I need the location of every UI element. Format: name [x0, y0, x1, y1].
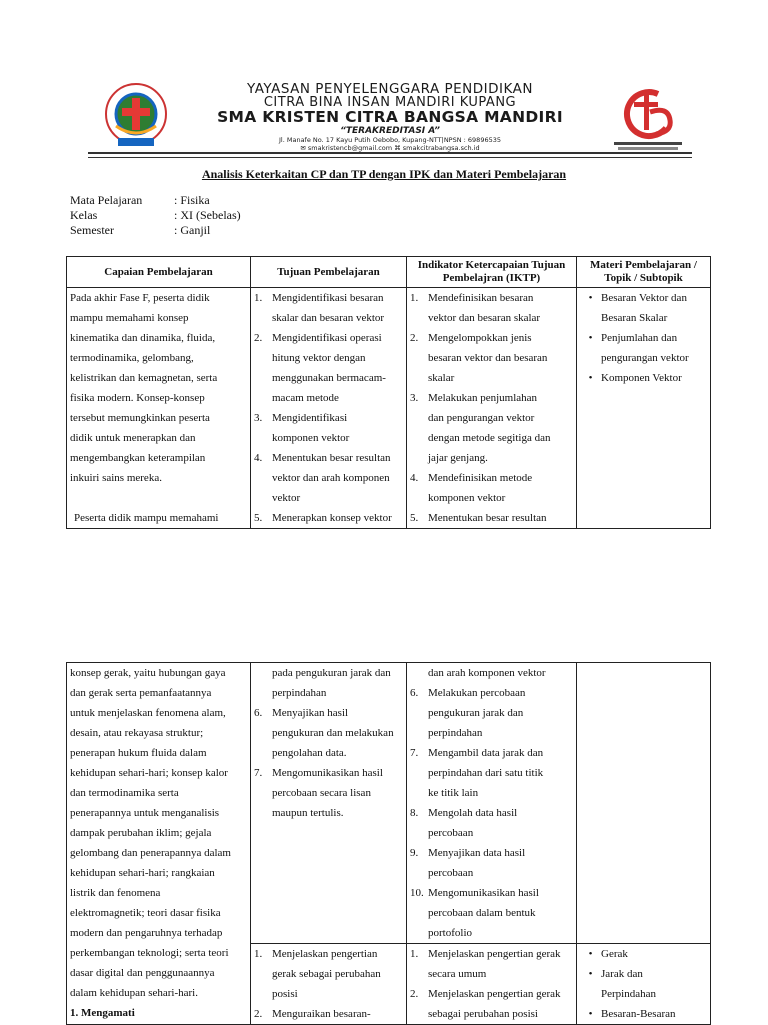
text-line: besaran vektor dan besaran — [428, 352, 548, 364]
text-line: secara umum — [428, 968, 487, 980]
item-text — [428, 883, 573, 943]
text-line: perkembangan teknologi; serta teori — [70, 947, 229, 959]
text-line: percobaan dalam bentuk — [428, 907, 536, 919]
analysis-table-page1 — [66, 256, 711, 529]
text-line: Menguraikan besaran- — [272, 1008, 371, 1020]
text-line: untuk menjelaskan fenomena alam, — [70, 707, 226, 719]
text-line: mengembangkan keterampilan — [70, 452, 206, 464]
text-line: Perpindahan — [601, 988, 656, 1000]
text-line: mampu memahami konsep — [70, 312, 189, 324]
cp-cell — [67, 663, 251, 1025]
tp-cell — [251, 944, 407, 1025]
item-number — [410, 663, 428, 683]
item-number: 3. — [254, 412, 263, 424]
email-icon: ✉ — [300, 144, 306, 152]
item-number: 6. — [254, 707, 263, 719]
item-number: 3. — [410, 392, 419, 404]
text-line: Mengomunikasikan hasil — [428, 887, 539, 899]
text-line: Besaran-Besaran — [601, 1008, 676, 1020]
item-text — [272, 944, 403, 1004]
text-line: Pada akhir Fase F, peserta didik — [70, 292, 210, 304]
item-text — [272, 288, 403, 328]
text-line: Menyajikan data hasil — [428, 847, 526, 859]
text-line: Mendefinisikan besaran — [428, 292, 534, 304]
text-line: skalar dan besaran vektor — [272, 312, 385, 324]
item-number: 6. — [410, 687, 419, 699]
item-number: 1. — [254, 948, 263, 960]
item-number: 5. — [254, 512, 263, 524]
item-number: 2. — [254, 1008, 263, 1020]
email: smakristencb@gmail.com — [307, 144, 393, 152]
item-text — [428, 944, 573, 984]
list-item — [580, 288, 707, 328]
list-item — [580, 1004, 707, 1024]
item-text — [428, 984, 573, 1024]
text-line: konsep gerak, yaitu hubungan gaya — [70, 667, 226, 679]
letterhead-text — [178, 82, 602, 152]
list-item — [254, 508, 403, 528]
text-line: dasar digital dan penggunaannya — [70, 967, 215, 979]
materi-cell — [577, 288, 711, 529]
item-text — [428, 843, 573, 883]
list-item — [410, 663, 573, 683]
text-line: dan pengurangan vektor — [428, 412, 535, 424]
text-line: percobaan — [428, 867, 474, 879]
item-text — [272, 328, 403, 408]
text-line: modern dan pengaruhnya terhadap — [70, 927, 223, 939]
text-line: Menjelaskan pengertian gerak — [428, 948, 561, 960]
list-item — [580, 328, 707, 368]
text-line: penerapan hukum fluida dalam — [70, 747, 207, 759]
list-item — [410, 508, 573, 528]
text-line: Menyajikan hasil — [272, 707, 349, 719]
list-item — [580, 944, 707, 964]
list-item — [254, 288, 403, 328]
meta-row — [70, 193, 241, 208]
header-materi: Materi Pembelajaran / Topik / Subtopik — [577, 257, 711, 288]
list-item — [410, 843, 573, 883]
bullet-icon: • — [588, 1008, 593, 1020]
text-line: dampak perubahan iklim; gejala — [70, 827, 212, 839]
item-text — [428, 683, 573, 743]
text-line: dalam kehidupan sehari-hari. — [70, 987, 198, 999]
item-text — [272, 448, 403, 508]
meta-value: : Fisika — [174, 193, 210, 207]
text-line: elektromagnetik; teori dasar fisika — [70, 907, 221, 919]
text-line: gelombang dan penerapannya dalam — [70, 847, 231, 859]
table-row — [67, 288, 711, 529]
text-line: Menjelaskan pengertian gerak — [428, 988, 561, 1000]
text-line: vektor — [272, 492, 301, 504]
text-line: perpindahan — [428, 727, 483, 739]
text-line: perpindahan — [272, 687, 327, 699]
text-line: fisika modern. Konsep-konsep — [70, 392, 205, 404]
text-line: dengan metode segitiga dan — [428, 432, 551, 444]
item-text — [428, 803, 573, 843]
header-cp: Capaian Pembelajaran — [67, 257, 251, 288]
text-line: dan arah komponen vektor — [428, 667, 546, 679]
item-text — [272, 663, 403, 703]
list-item — [410, 984, 573, 1024]
text-line: vektor dan besaran skalar — [428, 312, 541, 324]
materi-cell — [577, 944, 711, 1025]
list-item — [580, 368, 707, 388]
text-line: portofolio — [428, 927, 472, 939]
item-text — [428, 388, 573, 468]
accreditation: “TERAKREDITASI A” — [340, 126, 440, 136]
list-item — [410, 743, 573, 803]
list-item — [580, 964, 707, 1004]
bullet-icon: • — [588, 332, 593, 344]
item-number: 1. — [254, 292, 263, 304]
list-item — [410, 468, 573, 508]
item-text — [601, 288, 687, 328]
text-line: pengukuran jarak dan — [428, 707, 524, 719]
bullet-icon: • — [588, 372, 593, 384]
list-item — [410, 803, 573, 843]
contact-line — [178, 144, 602, 152]
subject-info — [70, 193, 241, 238]
table-header-row — [67, 257, 711, 288]
iktp-cell — [407, 663, 577, 944]
text-line: vektor dan arah komponen — [272, 472, 390, 484]
item-number: 9. — [410, 847, 419, 859]
item-number: 1. — [410, 292, 419, 304]
list-item — [254, 448, 403, 508]
item-text — [428, 663, 573, 683]
text-line: 1. Mengamati — [70, 1007, 135, 1019]
list-item — [254, 1004, 403, 1024]
meta-label: Mata Pelajaran — [70, 193, 143, 207]
text-line: dan termodinamika serta — [70, 787, 179, 799]
iktp-cell — [407, 944, 577, 1025]
tp-cell — [251, 663, 407, 944]
table-row — [67, 663, 711, 944]
cp-cell — [67, 288, 251, 529]
text-line: listrik dan fenomena — [70, 887, 161, 899]
list-item — [410, 288, 573, 328]
foundation-logo — [98, 80, 174, 152]
iktp-cell — [407, 288, 577, 529]
text-line: tersebut memungkinkan peserta — [70, 412, 210, 424]
item-text — [428, 328, 573, 388]
item-text — [272, 703, 403, 763]
text-line: kehidupan sehari-hari; konsep kalor — [70, 767, 228, 779]
item-number: 4. — [410, 472, 419, 484]
text-line: macam metode — [272, 392, 339, 404]
item-text — [272, 763, 403, 823]
text-line: skalar — [428, 372, 455, 384]
school-name: SMA KRISTEN CITRA BANGSA MANDIRI — [217, 108, 563, 126]
list-item — [254, 763, 403, 823]
document-title: Analisis Keterkaitan CP dan TP dengan IPK dan Materi Pembelajaran — [201, 167, 567, 181]
letterhead — [88, 76, 692, 158]
bullet-icon: • — [588, 292, 593, 304]
item-text — [601, 964, 656, 1004]
item-text — [428, 508, 573, 528]
analysis-table-page2 — [66, 662, 711, 1025]
text-line: maupun tertulis. — [272, 807, 344, 819]
meta-value: : Ganjil — [174, 223, 211, 237]
list-item — [410, 328, 573, 388]
text-line: Mengomunikasikan hasil — [272, 767, 383, 779]
item-number: 7. — [410, 747, 419, 759]
item-text — [601, 328, 689, 368]
text-line: jajar genjang. — [428, 452, 488, 464]
text-line: pengukuran dan melakukan — [272, 727, 394, 739]
item-number: 8. — [410, 807, 419, 819]
list-item — [410, 388, 573, 468]
list-item — [254, 944, 403, 1004]
text-line: gerak sebagai perubahan — [272, 968, 381, 980]
item-number: 5. — [410, 512, 419, 524]
text-line: Gerak — [601, 948, 628, 960]
meta-value: : XI (Sebelas) — [174, 208, 241, 222]
text-line: kelistrikan dan kemagnetan, serta — [70, 372, 218, 384]
text-line: Besaran Skalar — [601, 312, 668, 324]
item-text — [601, 944, 628, 964]
meta-label: Kelas — [70, 208, 98, 222]
foundation-name: CITRA BINA INSAN MANDIRI KUPANG — [263, 95, 517, 110]
text-line: Melakukan penjumlahan — [428, 392, 538, 404]
item-text — [428, 743, 573, 803]
item-number: 2. — [410, 988, 419, 1000]
item-text — [272, 408, 403, 448]
website: smakcitrabangsa.sch.id — [402, 144, 480, 152]
item-number: 7. — [254, 767, 263, 779]
list-item — [254, 408, 403, 448]
text-line: Mengolah data hasil — [428, 807, 518, 819]
school-logo — [606, 84, 690, 154]
text-line: Menentukan besar resultan — [272, 452, 391, 464]
header-tp: Tujuan Pembelajaran — [251, 257, 407, 288]
text-line: Mengidentifikasi operasi — [272, 332, 382, 344]
item-text — [272, 1004, 403, 1024]
text-line: pada pengukuran jarak dan — [272, 667, 391, 679]
foundation-line: YAYASAN PENYELENGGARA PENDIDIKAN — [247, 81, 533, 97]
text-line: komponen vektor — [428, 492, 506, 504]
item-text — [601, 1004, 676, 1024]
text-line: Mengelompokkan jenis — [428, 332, 532, 344]
meta-label: Semester — [70, 223, 114, 237]
text-line: Mengambil data jarak dan — [428, 747, 544, 759]
text-line: inkuiri sains mereka. — [70, 472, 162, 484]
item-number: 4. — [254, 452, 263, 464]
text-line: Mengidentifikasi besaran — [272, 292, 384, 304]
text-line: Menjelaskan pengertian — [272, 948, 378, 960]
list-item — [410, 883, 573, 943]
text-line: Menentukan besar resultan — [428, 512, 547, 524]
item-text — [601, 368, 682, 388]
bullet-icon: • — [588, 948, 593, 960]
text-line: penerapannya untuk menganalisis — [70, 807, 220, 819]
text-line: Besaran Vektor dan — [601, 292, 687, 304]
text-line: Mendefinisikan metode — [428, 472, 533, 484]
text-line: menggunakan bermacam- — [272, 372, 386, 384]
item-number: 2. — [410, 332, 419, 344]
text-line: pengurangan vektor — [601, 352, 689, 364]
text-line: sebagai perubahan posisi — [428, 1008, 538, 1020]
item-number — [254, 663, 272, 703]
address: Jl. Manafe No. 17 Kayu Putih Oebobo, Kupang-NTT|NPSN : 69896535 — [279, 136, 501, 144]
bullet-icon: • — [588, 968, 593, 980]
text-line: dan gerak serta pemanfaatannya — [70, 687, 212, 699]
text-line: pengolahan data. — [272, 747, 347, 759]
letterhead-rule — [88, 152, 692, 158]
list-item — [254, 663, 403, 703]
list-item — [410, 944, 573, 984]
text-line: Menerapkan konsep vektor — [272, 512, 392, 524]
item-number: 1. — [410, 948, 419, 960]
item-text — [428, 468, 573, 508]
text-line: Penjumlahan dan — [601, 332, 678, 344]
text-line: kinematika dan dinamika, fluida, — [70, 332, 216, 344]
text-line: desain, atau rekayasa struktur; — [70, 727, 204, 739]
list-item — [254, 328, 403, 408]
text-line: ke titik lain — [428, 787, 479, 799]
item-number: 2. — [254, 332, 263, 344]
meta-row — [70, 223, 241, 238]
header-iktp: Indikator Ketercapaian Tujuan Pembelajran (IKTP) — [407, 257, 577, 288]
text-line: Peserta didik mampu memahami — [74, 512, 219, 524]
text-line: percobaan secara lisan — [272, 787, 371, 799]
text-line: Jarak dan — [601, 968, 643, 980]
text-line: komponen vektor — [272, 432, 350, 444]
text-line: Melakukan percobaan — [428, 687, 526, 699]
text-line: Komponen Vektor — [601, 372, 682, 384]
list-item — [410, 683, 573, 743]
item-text — [272, 508, 403, 528]
text-line: termodinamika, gelombang, — [70, 352, 194, 364]
text-line: perpindahan dari satu titik — [428, 767, 544, 779]
text-line: Mengidentifikasi — [272, 412, 348, 424]
meta-row — [70, 208, 241, 223]
text-line: percobaan — [428, 827, 474, 839]
item-text — [428, 288, 573, 328]
materi-cell — [577, 663, 711, 944]
item-number: 10. — [410, 887, 424, 899]
web-icon: ⌘ — [394, 144, 401, 152]
text-line: kehidupan sehari-hari; rangkaian — [70, 867, 215, 879]
text-line: didik untuk menerapkan dan — [70, 432, 196, 444]
text-line: posisi — [272, 988, 298, 1000]
list-item — [254, 703, 403, 763]
text-line — [70, 488, 247, 508]
text-line: hitung vektor dengan — [272, 352, 366, 364]
tp-cell — [251, 288, 407, 529]
